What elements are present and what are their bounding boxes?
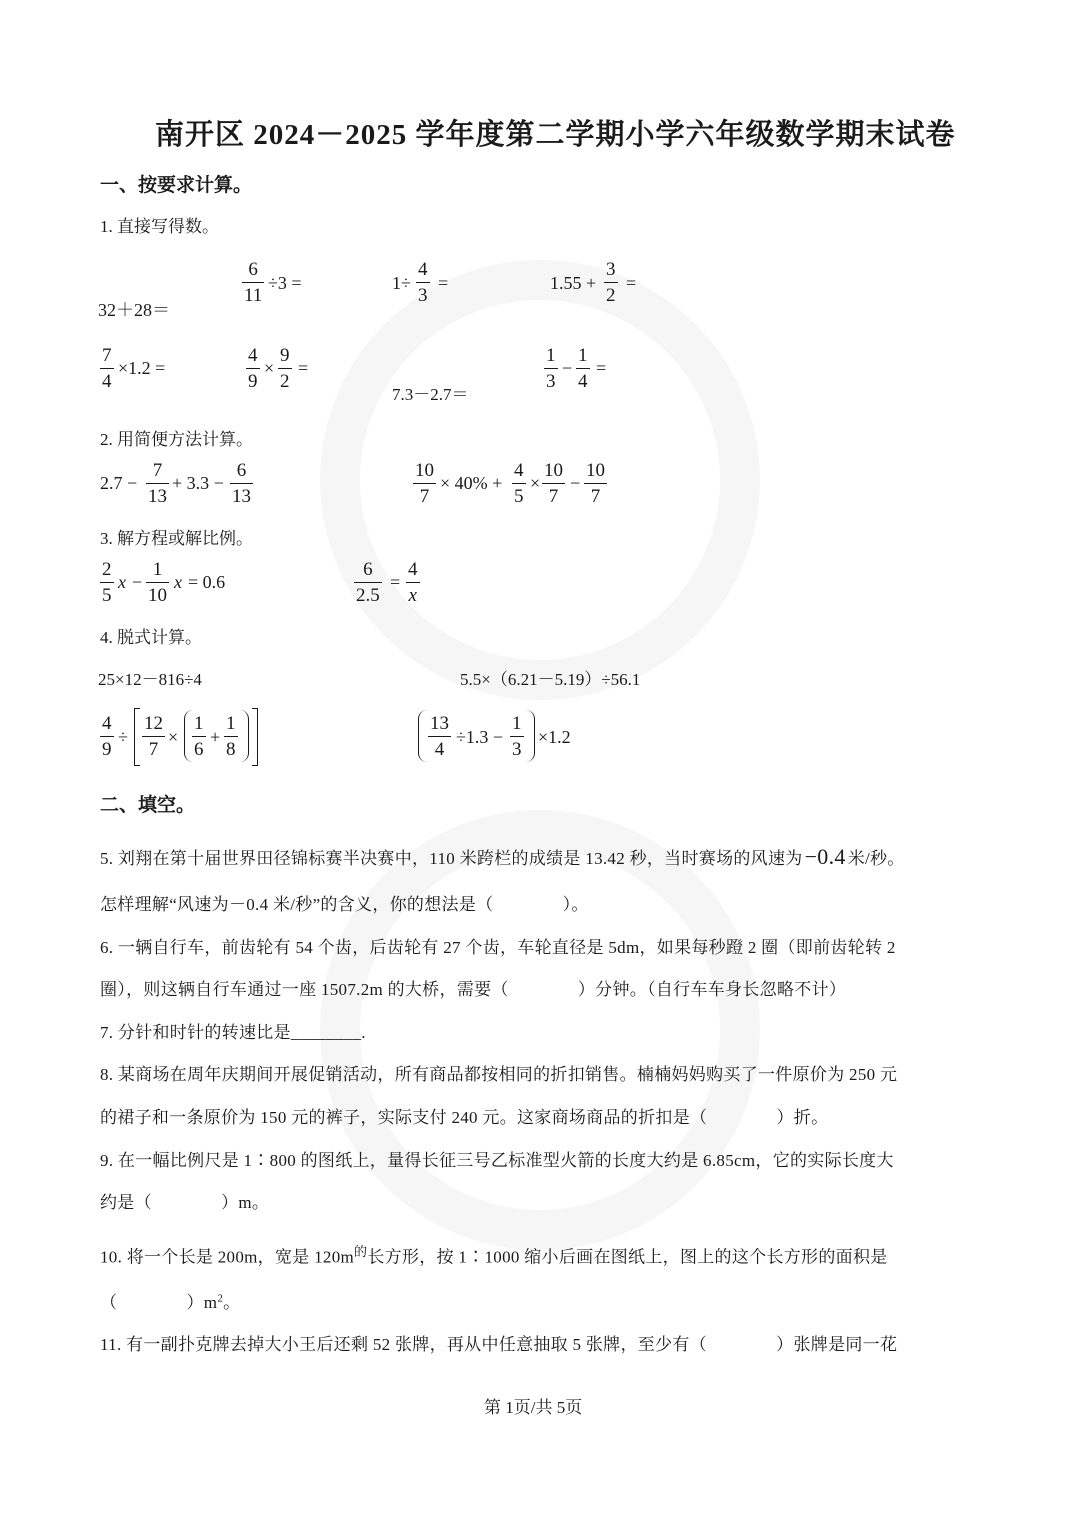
expr-q2-2-part: − [570,473,581,493]
question-1-label: 1. 直接写得数。 [100,217,219,236]
question-5-line2: 怎样理解“风速为－0.4 米/秒”的含义，你的想法是（ ）。 [100,895,589,914]
fraction: $\frac{4}{9}$ [102,713,112,760]
expr-q1-2-rest: ÷3 = [268,273,302,293]
expr-q2-1-part: + 3.3 − [172,473,224,493]
expr-q4-2: 5.5×（6.21－5.19）÷56.1 [460,670,641,689]
question-3-label: 3. 解方程或解比例。 [100,529,253,548]
fraction: $\frac{1}{10}$ [148,559,167,606]
fraction: $\frac{6}{13}$ [232,460,251,507]
left-parenthesis [418,710,427,762]
fraction: $\frac{7}{13}$ [148,460,167,507]
expr-q4-4-part: ×1.2 [538,727,571,747]
exam-title: 南开区 2024－2025 学年度第二学期小学六年级数学期末试卷 [155,119,956,151]
fraction: $\frac{1}{3}$ [512,713,522,760]
fraction: $\frac{1}{6}$ [194,713,204,760]
fraction: $\frac{4}{9}$ [248,345,258,392]
expr-q3-1-rest: = 0.6 [188,572,226,592]
expr-q2-2-part: × 40% + [440,473,503,493]
operator: − [132,572,143,592]
expr-q1-8-rest: = [596,358,607,378]
operator: = [390,572,401,592]
expr-q4-4-part: ÷1.3 − [456,727,504,747]
fraction: $\frac{7}{4}$ [102,345,112,392]
variable-x: x [118,572,126,592]
question-6-line2: 圈），则这辆自行车通过一座 1507.2m 的大桥，需要（ ）分钟。（自行车车身长忽略不计） [100,980,847,999]
fraction: $\frac{4}{5}$ [514,460,524,507]
operator: ÷ [118,727,128,747]
fraction: $\frac{6}{11}$ [244,259,263,306]
fraction: $\frac{4}{3}$ [418,259,428,306]
right-parenthesis [240,710,249,762]
operator: × [264,358,275,378]
fraction: $\frac{12}{7}$ [144,713,163,760]
expr-q1-3-rest: = [438,273,449,293]
question-7: 7. 分针和时针的转速比是________. [100,1023,366,1042]
expr-q4-1: 25×12－816÷4 [98,670,202,689]
question-10-line2: （ ）$m^2$。 [100,1292,241,1312]
question-6-line1: 6. 一辆自行车，前齿轮有 54 个齿，后齿轮有 27 个齿，车轮直径是 5dm，如果每秒蹬 2 圈（即前齿轮转 2 [100,938,896,957]
question-10-line1: 10. 将一个长是 200m，宽是 $120m^的$长方形，按 1∶1000 缩小后画在图纸上，图上的这个长方形的面积是 [100,1244,888,1267]
expr-q1-4-rest: = [626,273,637,293]
fraction: $\frac{10}{7}$ [544,460,563,507]
expr-q1-4-pre: 1.55 + [550,273,597,293]
expr-q2-1-part: 2.7 − [100,473,138,493]
expr-q1-6-rest: = [298,358,309,378]
question-2-label: 2. 用简便方法计算。 [100,430,253,449]
expr-q1-5-rest: ×1.2 = [118,358,166,378]
question-9-line2: 约是（ ）m。 [100,1193,270,1212]
left-square-bracket [134,708,140,766]
question-9-line1: 9. 在一幅比例尺是 1∶800 的图纸上，量得长征三号乙标准型火箭的长度大约是 6.85cm，它的实际长度大 [100,1151,894,1170]
fraction: $\frac{1}{8}$ [226,713,236,760]
right-parenthesis [526,710,535,762]
question-8-line1: 8. 某商场在周年庆期间开展促销活动，所有商品都按相同的折扣销售。楠楠妈妈购买了一件原价为 250 元 [100,1065,898,1084]
question-8-line2: 的裙子和一条原价为 150 元的裤子，实际支付 240 元。这家商场商品的折扣是（ ）折。 [100,1108,829,1127]
expr-q1-7: 7.3－2.7＝ [392,385,469,404]
expr-q1-1: 32＋28＝ [98,300,170,320]
variable-x: x [174,572,182,592]
fraction: $\frac{1}{3}$ [546,345,556,392]
operator: − [562,358,573,378]
expr-q2-2-part: × [530,473,541,493]
fraction: $\frac{2}{5}$ [102,559,112,606]
fraction: $\frac{10}{7}$ [586,460,605,507]
fraction: $\frac{3}{2}$ [606,259,616,306]
operator: + [210,727,221,747]
fraction: $\frac{1}{4}$ [578,345,588,392]
section-heading-2: 二、填空。 [100,795,196,816]
fraction: $\frac{4}{x}$ [408,559,418,606]
operator: × [168,727,179,747]
question-4-label: 4. 脱式计算。 [100,628,202,647]
question-11-line1: 11. 有一副扑克牌去掉大小王后还剩 52 张牌，再从中任意抽取 5 张牌，至少有（ ）张牌是同一花 [100,1335,898,1354]
right-square-bracket [252,708,258,766]
fraction: $\frac{10}{7}$ [415,460,434,507]
fraction: $\frac{13}{4}$ [430,713,449,760]
question-5-line1: 5. 刘翔在第十届世界田径锦标赛半决赛中，110 米跨栏的成绩是 13.42 秒，当时赛场的风速为−0.4 米/秒。 [100,844,905,869]
section-heading-1: 一、按要求计算。 [100,175,253,196]
fraction: $\frac{9}{2}$ [280,345,290,392]
expr-q1-3-pre: 1÷ [392,273,411,293]
page-number: 第 1页/共 5页 [484,1398,583,1417]
fraction: $\frac{6}{2.5}$ [356,559,380,606]
